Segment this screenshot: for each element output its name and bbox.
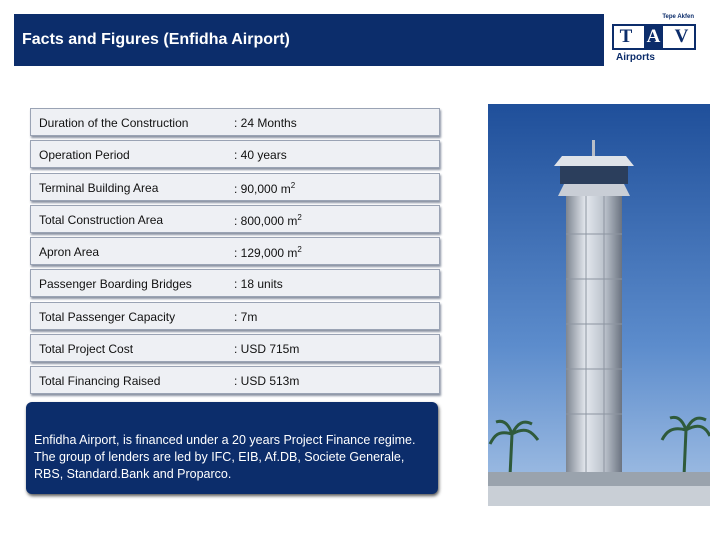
terminal-building	[488, 472, 710, 486]
logo-letter-t: T	[619, 26, 633, 47]
fact-row-operation-period	[30, 140, 440, 168]
fact-row-terminal-area	[30, 173, 440, 201]
logo-letter-a: A	[644, 26, 664, 48]
fact-value	[234, 374, 299, 388]
unit-exponent: 2	[290, 180, 296, 190]
page-title: Facts and Figures (Enfidha Airport)	[22, 31, 290, 48]
fact-row-financing-raised	[30, 366, 440, 394]
tower-cab-windows	[560, 166, 628, 184]
fact-value-text: : 7m	[234, 309, 258, 324]
logo-letter-box	[612, 24, 696, 50]
fact-value-text: : 18 units	[234, 277, 283, 292]
tower-shaft	[566, 196, 622, 474]
unit-exponent: 2	[297, 245, 302, 255]
tower-mast	[592, 140, 595, 156]
fact-label: Terminal Building Area	[39, 180, 159, 195]
fact-label: Apron Area	[39, 245, 100, 260]
financing-note	[26, 402, 438, 494]
fact-row-boarding-bridges	[30, 269, 440, 297]
fact-label: Total Financing Raised	[39, 374, 161, 389]
ground	[488, 486, 710, 506]
title-bar	[14, 14, 604, 66]
fact-label: Operation Period	[39, 148, 130, 163]
fact-value	[234, 342, 299, 356]
fact-label: Total Project Cost	[39, 342, 134, 357]
fact-value-text: : 24 Months	[234, 116, 297, 130]
fact-value-text: : 40 years	[234, 148, 287, 163]
tav-airports-logo	[612, 14, 696, 64]
fact-row-construction-duration	[30, 108, 440, 136]
logo-letter-v: V	[674, 26, 689, 47]
fact-value	[234, 245, 302, 260]
fact-value	[234, 181, 295, 196]
fact-value-text: : 90,000 m	[234, 181, 291, 196]
fact-value-text: : USD 715m	[234, 342, 300, 357]
unit-exponent: 2	[297, 212, 302, 222]
fact-row-apron-area	[30, 237, 440, 265]
fact-value	[234, 116, 297, 130]
tower-cab-base	[558, 184, 630, 196]
tower-roof	[554, 156, 634, 166]
facts-list	[30, 108, 440, 399]
fact-value	[234, 310, 257, 324]
fact-row-project-cost	[30, 334, 440, 362]
logo-name: Airports	[616, 52, 655, 63]
fact-label: Duration of the Construction	[39, 116, 189, 130]
financing-note-text: Enfidha Airport, is financed under a 20 years Project Finance regime. The group of lenders are led by IFC, EIB, Af.DB, Societe Generale, RBS, Standard.Bank and Proparco.	[34, 433, 416, 481]
fact-value	[234, 277, 283, 291]
control-tower-photo	[488, 104, 710, 506]
fact-value-text: : 129,000 m	[234, 246, 298, 261]
fact-value-text: : USD 513m	[234, 374, 300, 389]
fact-value	[234, 148, 287, 162]
logo-tagline: Tepe Akfen	[662, 14, 694, 20]
fact-row-construction-area	[30, 205, 440, 233]
fact-label: Total Passenger Capacity	[39, 309, 176, 324]
fact-label: Total Construction Area	[39, 212, 164, 227]
fact-value	[234, 213, 302, 228]
fact-row-passenger-capacity	[30, 302, 440, 330]
fact-label: Passenger Boarding Bridges	[39, 277, 192, 292]
control-tower-illustration	[488, 104, 710, 506]
fact-value-text: : 800,000 m	[234, 213, 298, 228]
